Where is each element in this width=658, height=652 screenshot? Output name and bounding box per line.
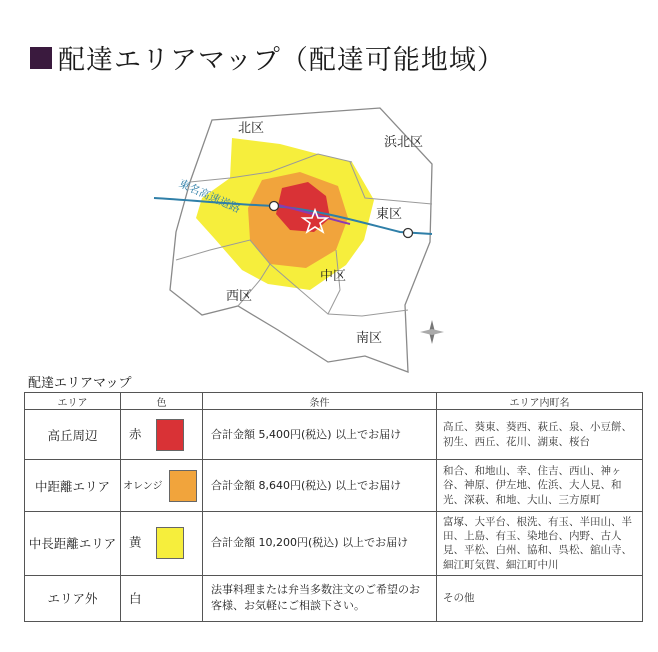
row-area: 高丘周辺 <box>25 410 121 460</box>
row-condition: 合計金額 8,640円(税込) 以上でお届け <box>203 460 437 512</box>
row-area: 中距離エリア <box>25 460 121 512</box>
color-swatch <box>169 470 197 502</box>
row-towns: その他 <box>437 575 643 621</box>
header-area: エリア <box>25 393 121 410</box>
row-condition: 合計金額 10,200円(税込) 以上でお届け <box>203 512 437 576</box>
row-color-name: 黄 <box>129 534 142 550</box>
color-swatch <box>156 527 184 559</box>
title-square-icon <box>30 47 52 69</box>
delivery-area-table <box>24 392 643 622</box>
page-title: 配達エリアマップ（配達可能地域） <box>58 45 505 76</box>
header-condition: 条件 <box>203 393 437 410</box>
table-row <box>25 512 643 576</box>
ward-label-higashi: 東区 <box>376 207 403 222</box>
row-area: エリア外 <box>25 575 121 621</box>
row-color-cell <box>121 512 203 576</box>
table-row <box>25 410 643 460</box>
row-towns: 富塚、大平台、根洗、有玉、半田山、半田、上島、有玉、染地台、内野、古人見、平松、白州、協和、呉松、舘山寺、細江町気賀、細江町中川 <box>437 512 643 576</box>
ward-label-naka: 中区 <box>320 269 347 284</box>
row-condition: 法事料理または弁当多数注文のご希望のお客様、お気軽にご相談下さい。 <box>203 575 437 621</box>
row-condition: 合計金額 5,400円(税込) 以上でお届け <box>203 410 437 460</box>
page-header <box>30 38 505 77</box>
expressway-label: 東名高速道路 <box>176 176 243 216</box>
color-swatch <box>156 419 184 451</box>
ward-label-hamakita: 浜北区 <box>384 135 424 150</box>
row-color-name: オレンジ <box>123 480 163 492</box>
row-color-cell <box>121 575 203 621</box>
row-color-cell <box>121 460 203 512</box>
ward-label-kita: 北区 <box>238 121 265 136</box>
row-color-name: 白 <box>129 591 142 607</box>
table-header-row <box>25 393 643 410</box>
interchange-icon <box>270 202 279 211</box>
row-area: 中長距離エリア <box>25 512 121 576</box>
row-towns: 高丘、葵東、葵西、萩丘、泉、小豆餅、初生、西丘、花川、湖東、桜台 <box>437 410 643 460</box>
header-color: 色 <box>121 393 203 410</box>
ward-label-nishi: 西区 <box>226 289 253 304</box>
delivery-area-map <box>150 100 480 378</box>
table-caption: 配達エリアマップ <box>28 376 132 391</box>
row-towns: 和合、和地山、幸、住吉、西山、神ヶ谷、神原、伊左地、佐浜、大人見、和光、深萩、和地、大山、三方原町 <box>437 460 643 512</box>
table-row <box>25 460 643 512</box>
interchange-icon <box>404 229 413 238</box>
table-row <box>25 575 643 621</box>
row-color-name: 赤 <box>129 426 142 441</box>
ward-label-minami: 南区 <box>356 331 383 346</box>
compass-icon <box>420 320 444 344</box>
header-towns: エリア内町名 <box>437 393 643 410</box>
row-color-cell <box>121 410 203 460</box>
